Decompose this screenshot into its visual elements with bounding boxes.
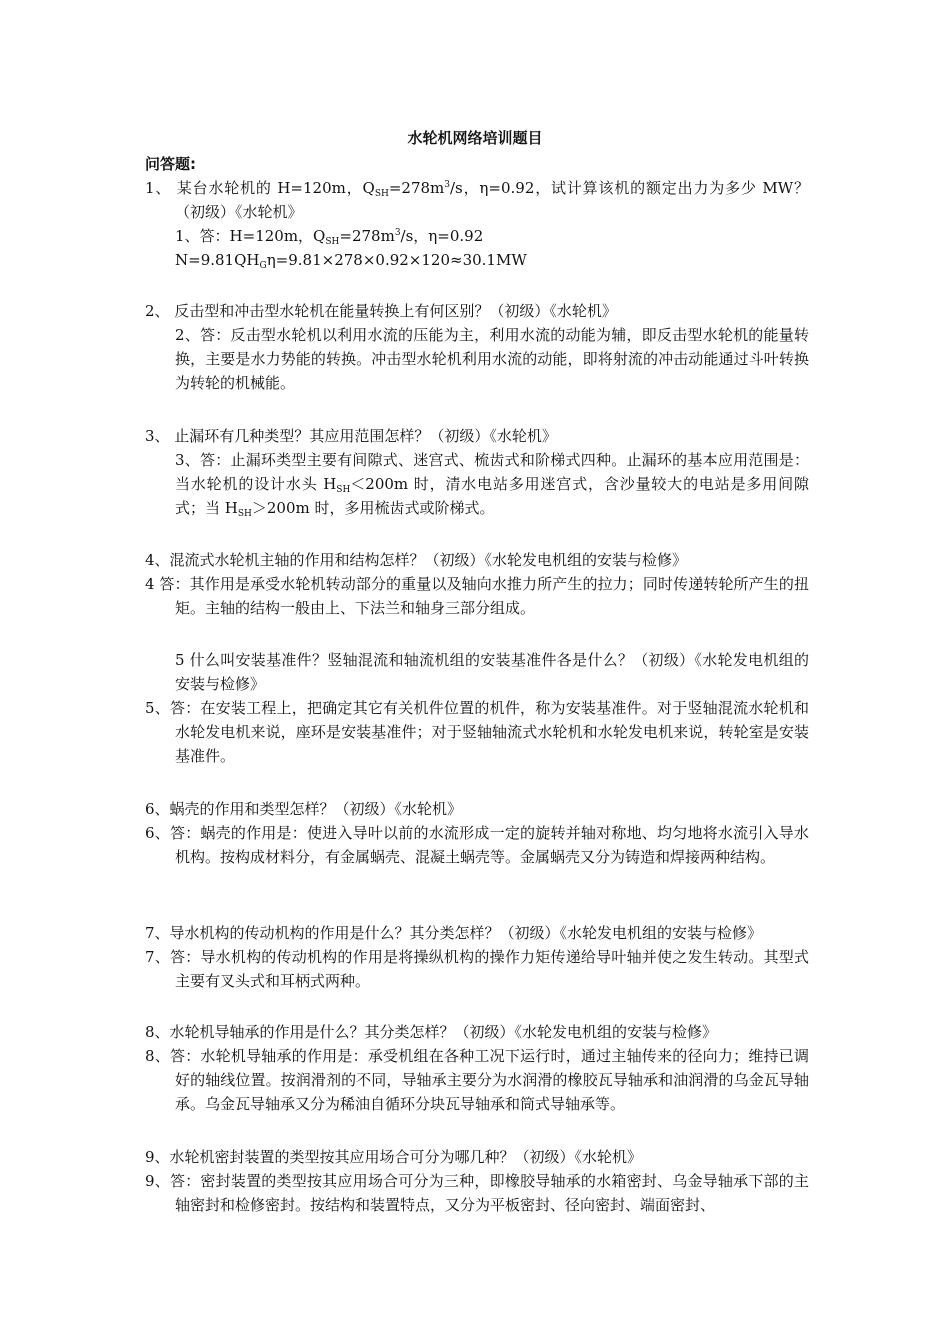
question-text: 4、混流式水轮机主轴的作用和结构怎样？（初级）《水轮发电机组的安装与检修》 (145, 551, 688, 569)
question-text: 8、水轮机导轴承的作用是什么？其分类怎样？（初级）《水轮发电机组的安装与检修》 (145, 1023, 718, 1041)
answer-text: 8、答：水轮机导轴承的作用是：承受机组在各种工况下运行时，通过主轴传来的径向力；维持已调好的轴线位置。按润滑剂的不同，导轴承主要分为水润滑的橡胶瓦导轴承和油润滑的乌金瓦导轴承。乌金瓦导轴承又分为稀油自循环分块瓦导轴承和筒式导轴承等。 (145, 1047, 809, 1113)
answer-text: 2、答：反击型水轮机以利用水流的压能为主，利用水流的动能为辅，即反击型水轮机的能量转换，主要是水力势能的转换。冲击型水轮机利用水流的动能，即将射流的冲击动能通过斗叶转换为转轮的机械能。 (175, 326, 809, 392)
qa-item-3 (145, 424, 809, 520)
qa-item-7 (145, 921, 809, 993)
question-text: 6、蜗壳的作用和类型怎样？（初级）《水轮机》 (145, 800, 463, 818)
qa-item-9 (145, 1145, 809, 1217)
answer-text: 9、答：密封装置的类型按其应用场合可分为三种，即橡胶导轴承的水箱密封、乌金导轴承下部的主轴密封和检修密封。按结构和装置特点，又分为平板密封、径向密封、端面密封、 (145, 1172, 809, 1214)
qa-item-1 (145, 176, 809, 272)
question-text: 5 什么叫安装基准件？竖轴混流和轴流机组的安装基准件各是什么？（初级）《水轮发电机组的安装与检修》 (175, 651, 809, 693)
question-text: 3、 止漏环有几种类型？其应用范围怎样？（初级）《水轮机》 (145, 427, 557, 445)
qa-item-2 (145, 299, 809, 395)
question-text: 9、水轮机密封装置的类型按其应用场合可分为哪几种？（初级）《水轮机》 (145, 1148, 643, 1166)
answer-text: 6、答：蜗壳的作用是：使进入导叶以前的水流形成一定的旋转并轴对称地、均匀地将水流引入导水机构。按构成材料分，有金属蜗壳、混凝土蜗壳等。金属蜗壳又分为铸造和焊接两种结构。 (145, 824, 809, 866)
question-text: 2、 反击型和冲击型水轮机在能量转换上有何区别？（初级）《水轮机》 (145, 302, 617, 320)
question-text: 1、 某台水轮机的 H=120m，$Q_{SH}=278m^3/s$，η=0.92，试计算该机的额定出力为多少 MW？（初级）《水轮机》 (145, 179, 809, 221)
section-heading: 问答题: (145, 155, 196, 173)
qa-item-4 (145, 548, 809, 620)
question-text: 7、导水机构的传动机构的作用是什么？其分类怎样？（初级）《水轮发电机组的安装与检修》 (145, 924, 763, 942)
answer-text: 7、答：导水机构的传动机构的作用是将操纵机构的操作力矩传递给导叶轴并使之发生转动。其型式主要有叉头式和耳柄式两种。 (145, 948, 809, 990)
qa-item-8 (145, 1020, 809, 1116)
answer-text: 3、答：止漏环类型主要有间隙式、迷宫式、梳齿式和阶梯式四种。止漏环的基本应用范围是：当水轮机的设计水头 $H_{SH}<200m$ 时，清水电站多用迷宫式，含沙量较大的电站是多用间隙式；当 $H_{SH}>200m$ 时，多用梳齿式或阶梯式。 (175, 451, 809, 519)
document-title: 水轮机网络培训题目 (407, 129, 543, 147)
answer-text: 1、答：H=120m，$Q_{SH}=278m^3/s$，η=0.92 (175, 227, 484, 247)
answer-text: 5、答：在安装工程上，把确定其它有关机件位置的机件，称为安装基准件。对于竖轴混流水轮机和水轮发电机来说，座环是安装基准件；对于竖轴轴流式水轮机和水轮发电机来说，转轮室是安装基准件。 (145, 699, 809, 765)
qa-item-5 (145, 648, 809, 768)
answer-text: 4 答：其作用是承受水轮机转动部分的重量以及轴向水推力所产生的拉力；同时传递转轮所产生的扭矩。主轴的结构一般由上、下法兰和轴身三部分组成。 (145, 575, 809, 617)
qa-item-6 (145, 797, 809, 869)
answer-formula: $N=9.81QH_G\eta=9.81\times 278\times 0.92\times 120\approx 30.1MW$ (175, 251, 527, 271)
